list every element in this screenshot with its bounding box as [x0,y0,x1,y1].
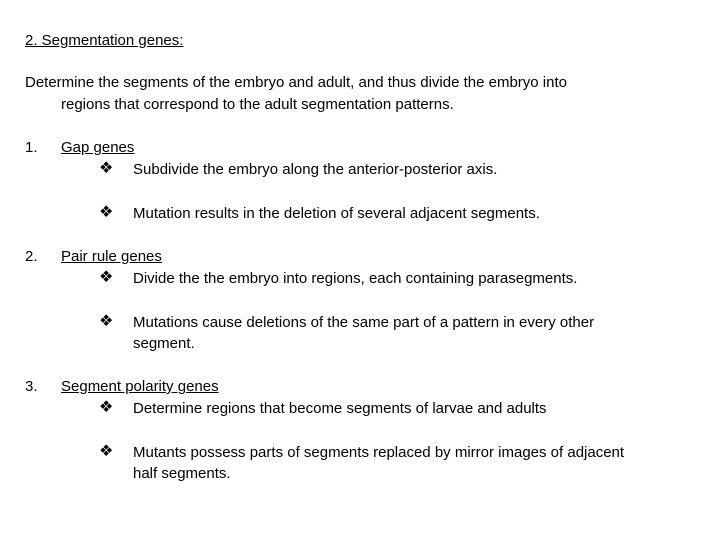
diamond-bullet-icon: ❖ [99,160,114,177]
diamond-bullet-icon: ❖ [99,313,114,330]
bullet-text: Mutations cause deletions of the same part of a pattern in every other [133,314,595,331]
bullet-text-continued: half segments. [133,465,231,482]
bullet-text: Determine regions that become segments of larvae and adults [133,400,547,417]
intro-line-1: Determine the segments of the embryo and adult, and thus divide the embryo into [25,74,567,91]
bullet-text: Subdivide the embryo along the anterior-posterior axis. [133,161,498,178]
diamond-bullet-icon: ❖ [99,399,114,416]
section-title-segment-polarity-genes: Segment polarity genes [61,378,219,395]
diamond-bullet-icon: ❖ [99,443,114,460]
section-title-gap-genes: Gap genes [61,139,135,156]
section-number: 1. [25,139,38,156]
diamond-bullet-icon: ❖ [99,269,114,286]
bullet-text: Divide the the embryo into regions, each containing parasegments. [133,270,578,287]
intro-line-2: regions that correspond to the adult segmentation patterns. [61,96,454,113]
bullet-text: Mutants possess parts of segments replaced by mirror images of adjacent [133,444,625,461]
section-number: 3. [25,378,38,395]
section-number: 2. [25,248,38,265]
diamond-bullet-icon: ❖ [99,204,114,221]
section-title-pair-rule-genes: Pair rule genes [61,248,162,265]
heading: 2. Segmentation genes: [25,32,184,49]
bullet-text: Mutation results in the deletion of several adjacent segments. [133,205,540,222]
bullet-text-continued: segment. [133,335,195,352]
